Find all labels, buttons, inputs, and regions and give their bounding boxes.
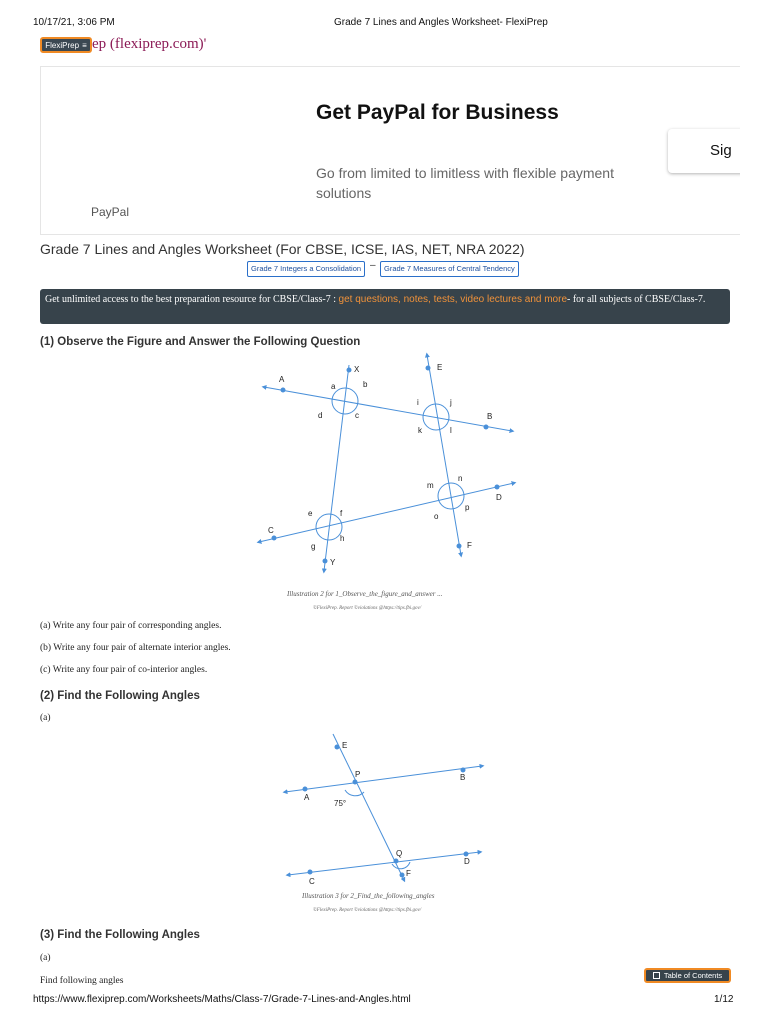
logo-button[interactable] bbox=[40, 37, 92, 53]
advertisement[interactable] bbox=[40, 66, 740, 235]
label-l: l bbox=[450, 426, 452, 435]
label-e: e bbox=[308, 509, 313, 518]
figure-2-caption: Illustration 3 for 2_Find_the_following_angles bbox=[302, 892, 435, 900]
label-C: C bbox=[268, 526, 274, 535]
figure-2-credit[interactable]: ©FlexiPrep. Report ©violations @https://tips.fbi.gov/ bbox=[313, 908, 422, 913]
question-3-text: Find following angles bbox=[40, 976, 124, 986]
banner-text: Get unlimited access to the best preparation resource for CBSE/Class-7 : bbox=[45, 294, 339, 305]
question-1a: (a) Write any four pair of corresponding angles. bbox=[40, 621, 222, 631]
label-E: E bbox=[437, 363, 443, 372]
print-url: https://www.flexiprep.com/Worksheets/Maths/Class-7/Grade-7-Lines-and-Angles.html bbox=[33, 994, 411, 1005]
label-g: g bbox=[311, 542, 316, 551]
label-F2: F bbox=[406, 869, 411, 878]
figure-1-credit[interactable]: ©FlexiPrep. Report ©violations @https://tips.fbi.gov/ bbox=[313, 606, 422, 611]
access-banner bbox=[40, 289, 730, 324]
label-D2: D bbox=[464, 857, 470, 866]
label-c: c bbox=[355, 411, 359, 420]
label-Y: Y bbox=[330, 558, 336, 567]
label-E2: E bbox=[342, 741, 348, 750]
print-title: Grade 7 Lines and Angles Worksheet- FlexiPrep bbox=[334, 17, 548, 28]
question-3-heading: (3) Find the Following Angles bbox=[40, 929, 200, 941]
hamburger-icon: ≡ bbox=[82, 40, 87, 50]
label-d: d bbox=[318, 411, 323, 420]
ad-description: Go from limited to limitless with flexible payment solutions bbox=[316, 165, 614, 201]
prev-worksheet-link[interactable]: Grade 7 Integers a Consolidation bbox=[247, 261, 365, 277]
label-X: X bbox=[354, 365, 360, 374]
banner-link[interactable]: get questions, notes, tests, video lectures and more bbox=[338, 294, 568, 305]
angle-75: 75° bbox=[334, 799, 347, 808]
question-1c: (c) Write any four pair of co-interior angles. bbox=[40, 665, 208, 675]
print-page-number: 1/12 bbox=[714, 994, 734, 1005]
nav-separator: – bbox=[370, 260, 376, 271]
question-2-heading: (2) Find the Following Angles bbox=[40, 690, 200, 702]
label-A: A bbox=[279, 375, 285, 384]
label-n: n bbox=[458, 474, 463, 483]
toc-label: Table of Contents bbox=[663, 971, 723, 980]
label-a: a bbox=[331, 382, 336, 391]
label-h: h bbox=[340, 534, 345, 543]
print-datetime: 10/17/21, 3:06 PM bbox=[33, 17, 115, 28]
site-name[interactable]: ep (flexiprep.com)' bbox=[92, 36, 207, 52]
label-f: f bbox=[340, 509, 343, 518]
list-icon bbox=[653, 972, 660, 979]
question-1b: (b) Write any four pair of alternate interior angles. bbox=[40, 643, 231, 653]
question-1-heading: (1) Observe the Figure and Answer the Following Question bbox=[40, 336, 361, 348]
label-B2: B bbox=[460, 773, 466, 782]
next-worksheet-link[interactable]: Grade 7 Measures of Central Tendency bbox=[380, 261, 519, 277]
logo-label: FlexiPrep bbox=[45, 40, 80, 50]
label-C2: C bbox=[309, 877, 315, 886]
question-3-sub: (a) bbox=[40, 953, 51, 963]
ad-brand: PayPal bbox=[91, 205, 130, 219]
label-m: m bbox=[427, 481, 434, 490]
table-of-contents-button[interactable] bbox=[644, 968, 731, 983]
figure-parallel-lines-1 bbox=[250, 350, 530, 575]
label-Q: Q bbox=[396, 849, 403, 858]
label-i: i bbox=[417, 398, 419, 407]
banner-suffix: - for all subjects of CBSE/Class-7. bbox=[567, 294, 706, 305]
ad-title[interactable]: Get PayPal for Business bbox=[316, 101, 559, 124]
figure-parallel-lines-2 bbox=[280, 730, 490, 888]
label-k: k bbox=[418, 426, 422, 435]
page-title: Grade 7 Lines and Angles Worksheet (For CBSE, ICSE, IAS, NET, NRA 2022) bbox=[40, 241, 525, 257]
label-j: j bbox=[450, 398, 452, 407]
figure-1-caption: Illustration 2 for 1_Observe_the_figure_and_answer ... bbox=[287, 590, 443, 598]
label-b: b bbox=[363, 380, 368, 389]
ad-signup-button[interactable]: Sig bbox=[668, 129, 740, 173]
label-F: F bbox=[467, 541, 472, 550]
question-2-sub: (a) bbox=[40, 713, 51, 723]
label-B: B bbox=[487, 412, 493, 421]
label-o: o bbox=[434, 512, 439, 521]
label-D: D bbox=[496, 493, 502, 502]
label-p: p bbox=[465, 503, 470, 512]
label-A2: A bbox=[304, 793, 310, 802]
label-P: P bbox=[355, 770, 361, 779]
